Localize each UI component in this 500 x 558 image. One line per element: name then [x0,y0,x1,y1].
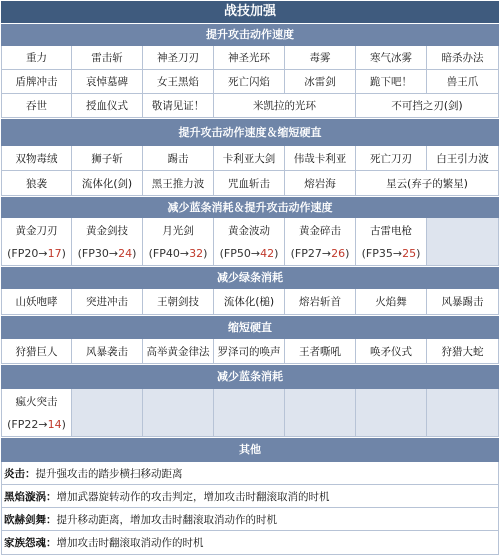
table-row [1,70,499,94]
skill-name: 黄金剑技 [86,225,128,238]
skill-name: 黄金碎击 [299,225,341,238]
skill-cell: 兽王爪 [427,70,499,94]
table-row [1,339,499,364]
note-text: 提升强攻击的踏步横扫移动距离 [35,467,183,480]
fp-old: FP40 [152,246,180,260]
skill-name: 月光剑 [162,225,194,238]
table-row [1,218,499,266]
skill-cell: 风暴踢击 [427,289,499,315]
skill-cell: 女王黑焰 [143,70,214,94]
fp-old: FP27 [294,246,322,260]
skill-cell: 伟哉卡利亚 [285,146,356,171]
note-row [1,462,499,485]
note-row [1,508,499,531]
skill-cell: 狮子斩 [72,146,143,171]
fp-new: 26 [331,246,346,260]
skill-cell: 吞世 [1,94,72,118]
skill-cell: 踢击 [143,146,214,171]
table-row [1,389,499,437]
fp-new: 42 [260,246,275,260]
fp-old: FP35 [365,246,393,260]
fp-cost: (FP20→17) [7,246,66,260]
skill-cell: 白王引力波 [427,146,499,171]
skill-cell: 狼袭 [1,171,72,196]
skill-cell: 王朝剑技 [143,289,214,315]
skill-name: 黄金刀刃 [15,225,58,238]
fp-skill-cell [356,218,427,266]
skill-cell: 神圣刀刃 [143,46,214,70]
table-row [1,94,499,118]
section-header-fp: 减少蓝条消耗 [1,364,499,389]
fp-cost: (FP30→24) [77,246,137,260]
table-row [1,171,499,196]
skill-cell: 跪下吧！ [356,70,427,94]
skill-cell: 神圣光环 [214,46,285,70]
section-header-stamina: 减少绿条消耗 [1,266,499,289]
skill-cell: 王者嘶吼 [285,339,356,364]
note-label: 炎击： [4,467,36,480]
fp-cost: (FP35→25) [361,246,421,260]
skill-cell: 唤矛仪式 [356,339,427,364]
note-label: 欧赫剑舞： [4,513,57,526]
arrow-glyph: → [321,246,332,260]
skill-cell: 熔岩海 [285,171,356,196]
empty-cell [356,389,427,437]
skill-buff-table [1,1,499,556]
fp-skill-cell [214,218,285,266]
skill-cell: 高举黄金律法 [143,339,214,364]
arrow-glyph: → [392,246,403,260]
empty-cell [214,389,285,437]
arrow-glyph: → [250,246,261,260]
skill-cell: 敬请见证！ [143,94,214,118]
empty-cell [143,389,214,437]
table-row [1,146,499,171]
fp-skill-cell [1,218,72,266]
skill-cell: 双物毒绒 [1,146,72,171]
skill-cell: 狩猎巨人 [1,339,72,364]
fp-cost: (FP40→32) [148,246,208,260]
skill-cell: 咒血斩击 [214,171,285,196]
skill-cell: 山妖咆哮 [1,289,72,315]
note-label: 黑焰漩涡： [4,490,57,503]
skill-cell: 暗杀办法 [427,46,499,70]
fp-old: FP20 [11,246,39,260]
section-header-stagger: 缩短硬直 [1,315,499,339]
fp-skill-cell [72,218,143,266]
skill-name: 瘋火突击 [15,396,58,409]
skill-cell: 寒气冰雾 [356,46,427,70]
fp-old: FP50 [223,246,251,260]
arrow-glyph: → [38,417,48,431]
skill-name: 古雷电枪 [370,225,412,238]
skill-cell: 不可挡之刃(剑) [356,94,499,118]
fp-skill-cell [143,218,214,266]
fp-cost: (FP27→26) [290,246,350,260]
fp-new: 14 [47,417,62,431]
skill-cell: 重力 [1,46,72,70]
note-row [1,531,499,555]
fp-cost: (FP50→42) [219,246,279,260]
note-text: 增加武器旋转动作的攻击判定，增加攻击时翻滚取消的时机 [56,490,330,503]
skill-cell: 罗泽司的唤声 [214,339,285,364]
empty-cell [285,389,356,437]
skill-cell: 雷击斩 [72,46,143,70]
table-row [1,289,499,315]
table-title: 战技加强 [1,1,499,23]
table-row [1,46,499,70]
empty-cell [72,389,143,437]
skill-cell: 流体化(槌) [214,289,285,315]
skill-cell: 毒雾 [285,46,356,70]
note-text: 提升移动距离，增加攻击时翻滚取消动作的时机 [56,513,277,526]
fp-cost: (FP22→14) [7,417,66,431]
skill-cell: 狩猎大蛇 [427,339,499,364]
fp-old: FP30 [81,246,109,260]
skill-name: 黄金波动 [228,225,270,238]
skill-cell: 卡利亚大剑 [214,146,285,171]
empty-cell [427,218,499,266]
skill-cell: 熔岩斩首 [285,289,356,315]
skill-cell: 风暴袭击 [72,339,143,364]
skill-cell: 盾牌冲击 [1,70,72,94]
skill-cell: 米凯拉的光环 [214,94,356,118]
skill-cell: 突进冲击 [72,289,143,315]
skill-cell: 死亡闪焰 [214,70,285,94]
skill-cell: 哀悼墓碑 [72,70,143,94]
fp-skill-cell [1,389,72,437]
fp-new: 25 [402,246,417,260]
skill-cell: 黑王推力波 [143,171,214,196]
fp-skill-cell [285,218,356,266]
fp-new: 17 [47,246,62,260]
fp-new: 32 [189,246,204,260]
skill-cell: 授血仪式 [72,94,143,118]
note-row [1,485,499,508]
section-header-other: 其他 [1,437,499,462]
skill-cell: 星云(弃子的繁星) [356,171,499,196]
skill-cell: 死亡刀刃 [356,146,427,171]
section-header-fp-and-speed: 减少蓝条消耗＆提升攻击动作速度 [1,196,499,218]
skill-cell: 流体化(剑) [72,171,143,196]
fp-old: FP22 [11,417,39,431]
note-label: 家族怨魂： [4,537,57,549]
skill-cell: 火焰舞 [356,289,427,315]
section-header-attack-speed: 提升攻击动作速度 [1,23,499,46]
arrow-glyph: → [38,246,48,260]
fp-new: 24 [118,246,133,260]
section-header-speed-and-stagger: 提升攻击动作速度＆缩短硬直 [1,118,499,146]
arrow-glyph: → [179,246,190,260]
empty-cell [427,389,499,437]
note-text: 增加攻击时翻滚取消动作的时机 [56,537,204,549]
arrow-glyph: → [108,246,119,260]
skill-cell: 冰雷剑 [285,70,356,94]
